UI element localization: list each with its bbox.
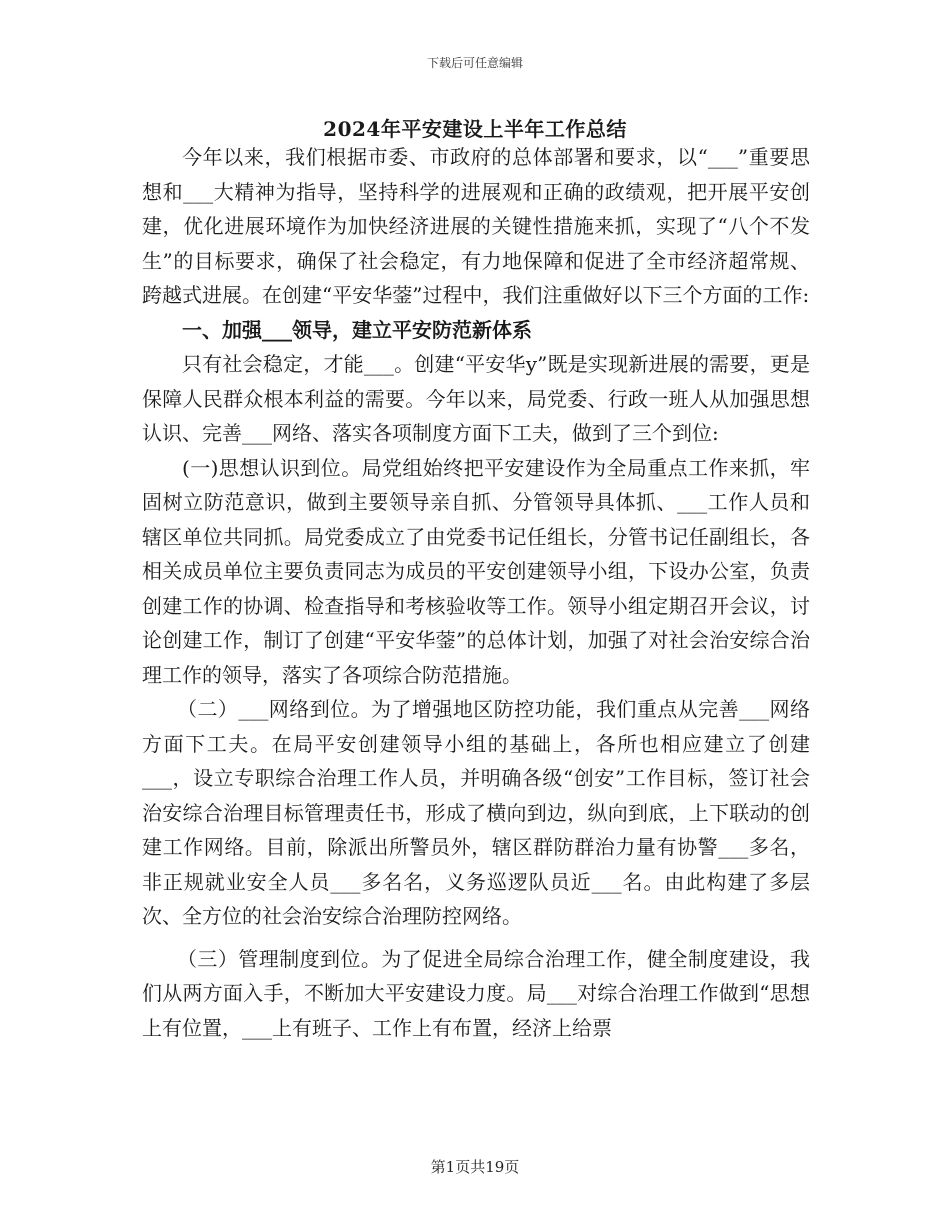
section-heading-1: 一、加强___领导，建立平安防范新体系 (182, 317, 532, 342)
paragraph-item-3: （三）管理制度到位。为了促进全局综合治理工作，健全制度建设，我们从两方面入手，不断加大平安建设力度。局___对综合治理工作做到“思想上有位置，___上有班子、工作上有布置，经济上给票 (142, 946, 810, 1040)
header-note: 下载后可任意编辑 (426, 56, 523, 70)
paragraph-section-1-intro: 只有社会稳定，才能___。创建“平安华y”既是实现新进展的需要，更是保障人民群众根本利益的需要。今年以来，局党委、行政一班人从加强思想认识、完善___网络、落实各项制度方面下工夫，做到了三个到位: (142, 352, 810, 445)
paragraph-item-1: (一)思想认识到位。局党组始终把平安建设作为全局重点工作来抓，牢固树立防范意识，做到主要领导亲自抓、分管领导具体抓、___工作人员和辖区单位共同抓。局党委成立了由党委书记任组长，分管书记任副组长，各相关成员单位主要负责同志为成员的平安创建领导小组，下设办公室，负责创建工作的协调、检查指导和考核验收等工作。领导小组定期召开会议，讨论创建工作，制订了创建“平安华蓥”的总体计划，加强了对社会治安综合治理工作的领导，落实了各项综合防范措施。 (142, 455, 810, 687)
paragraph-intro: 今年以来，我们根据市委、市政府的总体部署和要求，以“___”重要思想和___大精神为指导，坚持科学的进展观和正确的政绩观，把开展平安创建，优化进展环境作为加快经济进展的关键性措施来抓，实现了“八个不发生”的目标要求，确保了社会稳定，有力地保障和促进了全市经济超常规、跨越式进展。在创建“平安华蓥”过程中，我们注重做好以下三个方面的工作: (142, 145, 810, 307)
page-footer: 第1页共19页 (430, 1158, 520, 1176)
document-body (142, 140, 810, 1045)
paragraph-item-2: （二）___网络到位。为了增强地区防控功能，我们重点从完善___网络方面下工夫。在局平安创建领导小组的基础上，各所也相应建立了创建___，设立专职综合治理工作人员，并明确各级“创安”工作目标，签订社会治安综合治理目标管理责任书，形成了横向到边，纵向到底，上下联动的创建工作网络。目前，除派出所警员外，辖区群防群治力量有协警___多名，非正规就业安全人员___多名名，义务巡逻队员近___名。由此构建了多层次、全方位的社会治安综合治理防控网络。 (142, 697, 810, 928)
document-title: 2024年平安建设上半年工作总结 (323, 117, 627, 141)
